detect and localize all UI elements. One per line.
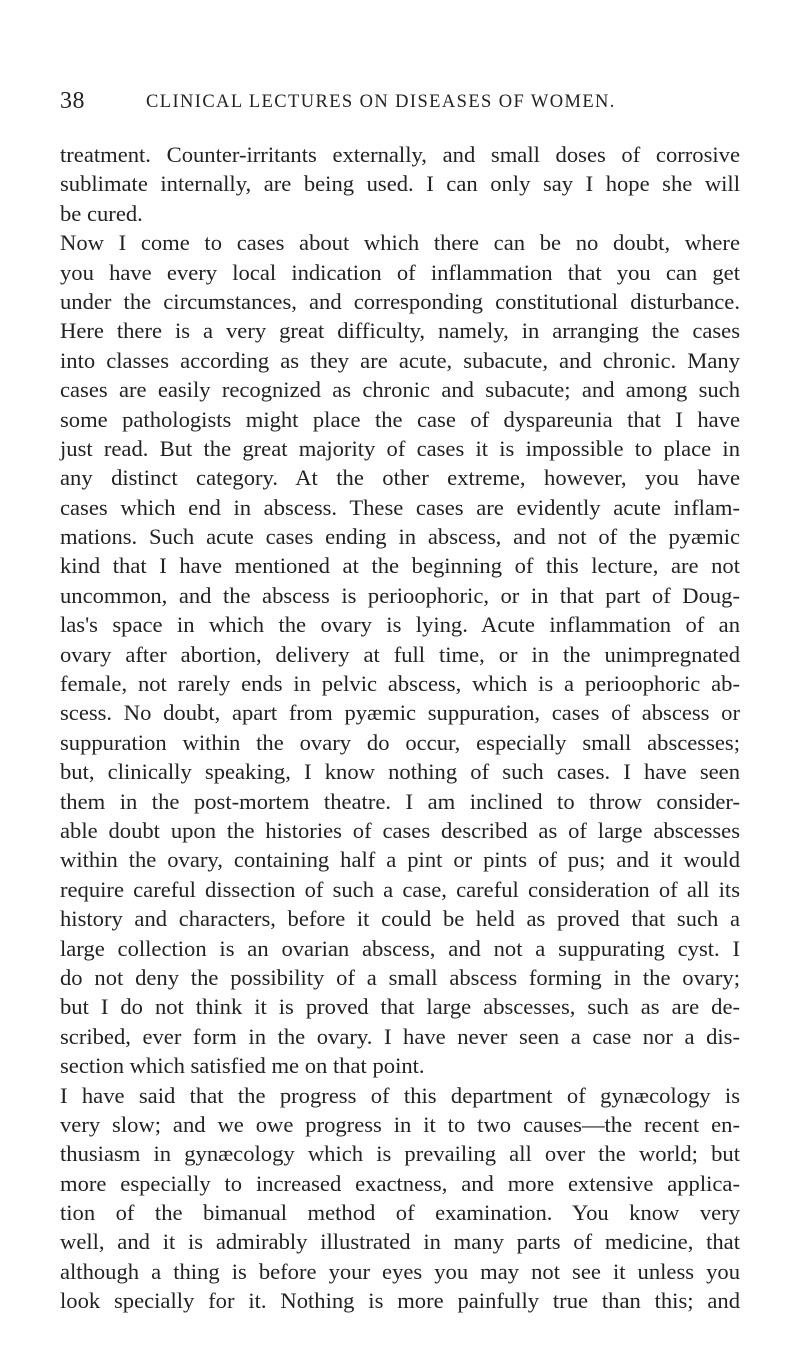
text-line: scess. No doubt, apart from pyæmic suppuration, cases of abscess or — [60, 700, 740, 726]
text-line: under the circumstances, and corresponding constitutional disturbance. — [60, 288, 740, 314]
text-line: sublimate internally, are being used. I can only say I hope she will — [60, 171, 740, 197]
running-title: CLINICAL LECTURES ON DISEASES OF WOMEN. — [146, 92, 616, 112]
text-line: las's space in which the ovary is lying. Acute inflammation of an — [60, 612, 740, 638]
text-line: female, not rarely ends in pelvic abscess, which is a perioophoric ab- — [60, 671, 740, 697]
text-line: look specially for it. Nothing is more painfully true than this; and — [60, 1288, 740, 1314]
text-line: within the ovary, containing half a pint or pints of pus; and it would — [60, 847, 740, 873]
text-line: Here there is a very great difficulty, namely, in arranging the cases — [60, 318, 740, 344]
text-line: any distinct category. At the other extreme, however, you have — [60, 465, 740, 491]
text-line: large collection is an ovarian abscess, and not a suppurating cyst. I — [60, 935, 740, 961]
text-line: suppuration within the ovary do occur, especially small abscesses; — [60, 729, 740, 755]
page-number: 38 — [60, 88, 85, 114]
text-line: scribed, ever form in the ovary. I have never seen a case nor a dis- — [60, 1023, 740, 1049]
text-line: although a thing is before your eyes you may not see it unless you — [60, 1258, 740, 1284]
text-line: very slow; and we owe progress in it to two causes—the recent en- — [60, 1111, 740, 1137]
body-text — [60, 140, 740, 1316]
text-line: I have said that the progress of this department of gynæcology is — [60, 1082, 740, 1108]
text-line: thusiasm in gynæcology which is prevailing all over the world; but — [60, 1141, 740, 1167]
text-line: uncommon, and the abscess is perioophoric, or in that part of Doug- — [60, 582, 740, 608]
text-line: ovary after abortion, delivery at full time, or in the unimpregnated — [60, 641, 740, 667]
text-line: some pathologists might place the case of dyspareunia that I have — [60, 406, 740, 432]
text-line: Now I come to cases about which there can be no doubt, where — [60, 230, 740, 256]
text-line: mations. Such acute cases ending in abscess, and not of the pyæmic — [60, 524, 740, 550]
text-line: history and characters, before it could be held as proved that such a — [60, 906, 740, 932]
text-line: you have every local indication of inflammation that you can get — [60, 259, 740, 285]
text-line: more especially to increased exactness, and more extensive applica- — [60, 1170, 740, 1196]
text-line: cases which end in abscess. These cases are evidently acute inflam- — [60, 494, 740, 520]
text-line: able doubt upon the histories of cases described as of large abscesses — [60, 817, 740, 843]
text-line: into classes according as they are acute, subacute, and chronic. Many — [60, 347, 740, 373]
text-line: but I do not think it is proved that large abscesses, such as are de- — [60, 994, 740, 1020]
text-line: but, clinically speaking, I know nothing of such cases. I have seen — [60, 759, 740, 785]
text-line: just read. But the great majority of cases it is impossible to place in — [60, 435, 740, 461]
text-line: kind that I have mentioned at the beginning of this lecture, are not — [60, 553, 740, 579]
text-line: require careful dissection of such a case, careful consideration of all its — [60, 876, 740, 902]
text-line: them in the post-mortem theatre. I am inclined to throw consider- — [60, 788, 740, 814]
text-line: section which satisfied me on that point. — [60, 1053, 425, 1079]
text-line: treatment. Counter-irritants externally, and small doses of corrosive — [60, 142, 740, 167]
text-line: do not deny the possibility of a small abscess forming in the ovary; — [60, 964, 740, 990]
text-line: be cured. — [60, 200, 143, 226]
running-head — [60, 88, 740, 120]
text-line: well, and it is admirably illustrated in many parts of medicine, that — [60, 1229, 740, 1255]
text-line: cases are easily recognized as chronic and subacute; and among such — [60, 377, 740, 403]
text-line: tion of the bimanual method of examination. You know very — [60, 1200, 740, 1226]
